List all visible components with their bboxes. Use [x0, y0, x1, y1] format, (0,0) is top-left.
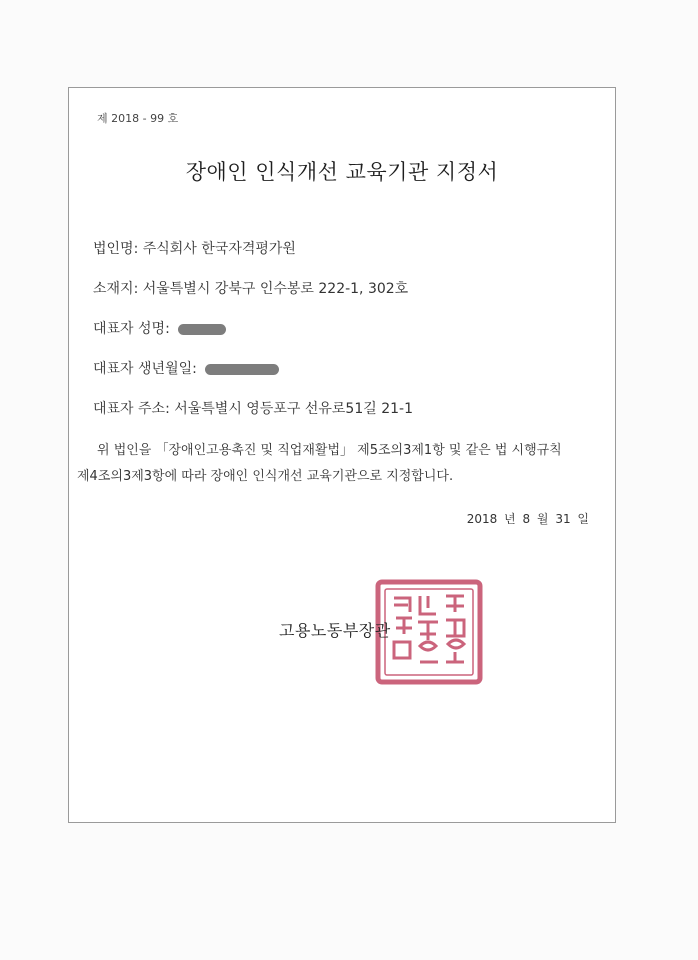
rep-name-label: 대표자 성명:: [93, 321, 170, 337]
rep-address-field: 대표자 주소: 서울특별시 영등포구 선유로51길 21-1: [93, 401, 413, 417]
designation-statement: [77, 438, 613, 490]
corp-name-field: 법인명: 주식회사 한국자격평가원: [93, 241, 296, 257]
location-field: 소재지: 서울특별시 강북구 인수봉로 222-1, 302호: [93, 281, 409, 297]
issue-date: 2018 년 8 월 31 일: [466, 512, 589, 526]
statement-line-2: 제4조의3제3항에 따라 장애인 인식개선 교육기관으로 지정합니다.: [77, 469, 454, 484]
rep-name-field: [93, 318, 226, 338]
issuer-name: 고용노동부장관: [279, 621, 391, 640]
redacted-name: [178, 324, 226, 335]
rep-birth-label: 대표자 생년월일:: [93, 361, 197, 377]
document-number: 제 2018 - 99 호: [97, 112, 179, 125]
certificate-page: [68, 87, 616, 823]
redacted-birthdate: [205, 364, 279, 375]
rep-birth-field: [93, 358, 279, 378]
statement-line-1: 위 법인을 「장애인고용촉진 및 직업재활법」 제5조의3제1항 및 같은 법 시행규칙: [97, 443, 562, 458]
document-title: 장애인 인식개선 교육기관 지정서: [185, 160, 499, 184]
